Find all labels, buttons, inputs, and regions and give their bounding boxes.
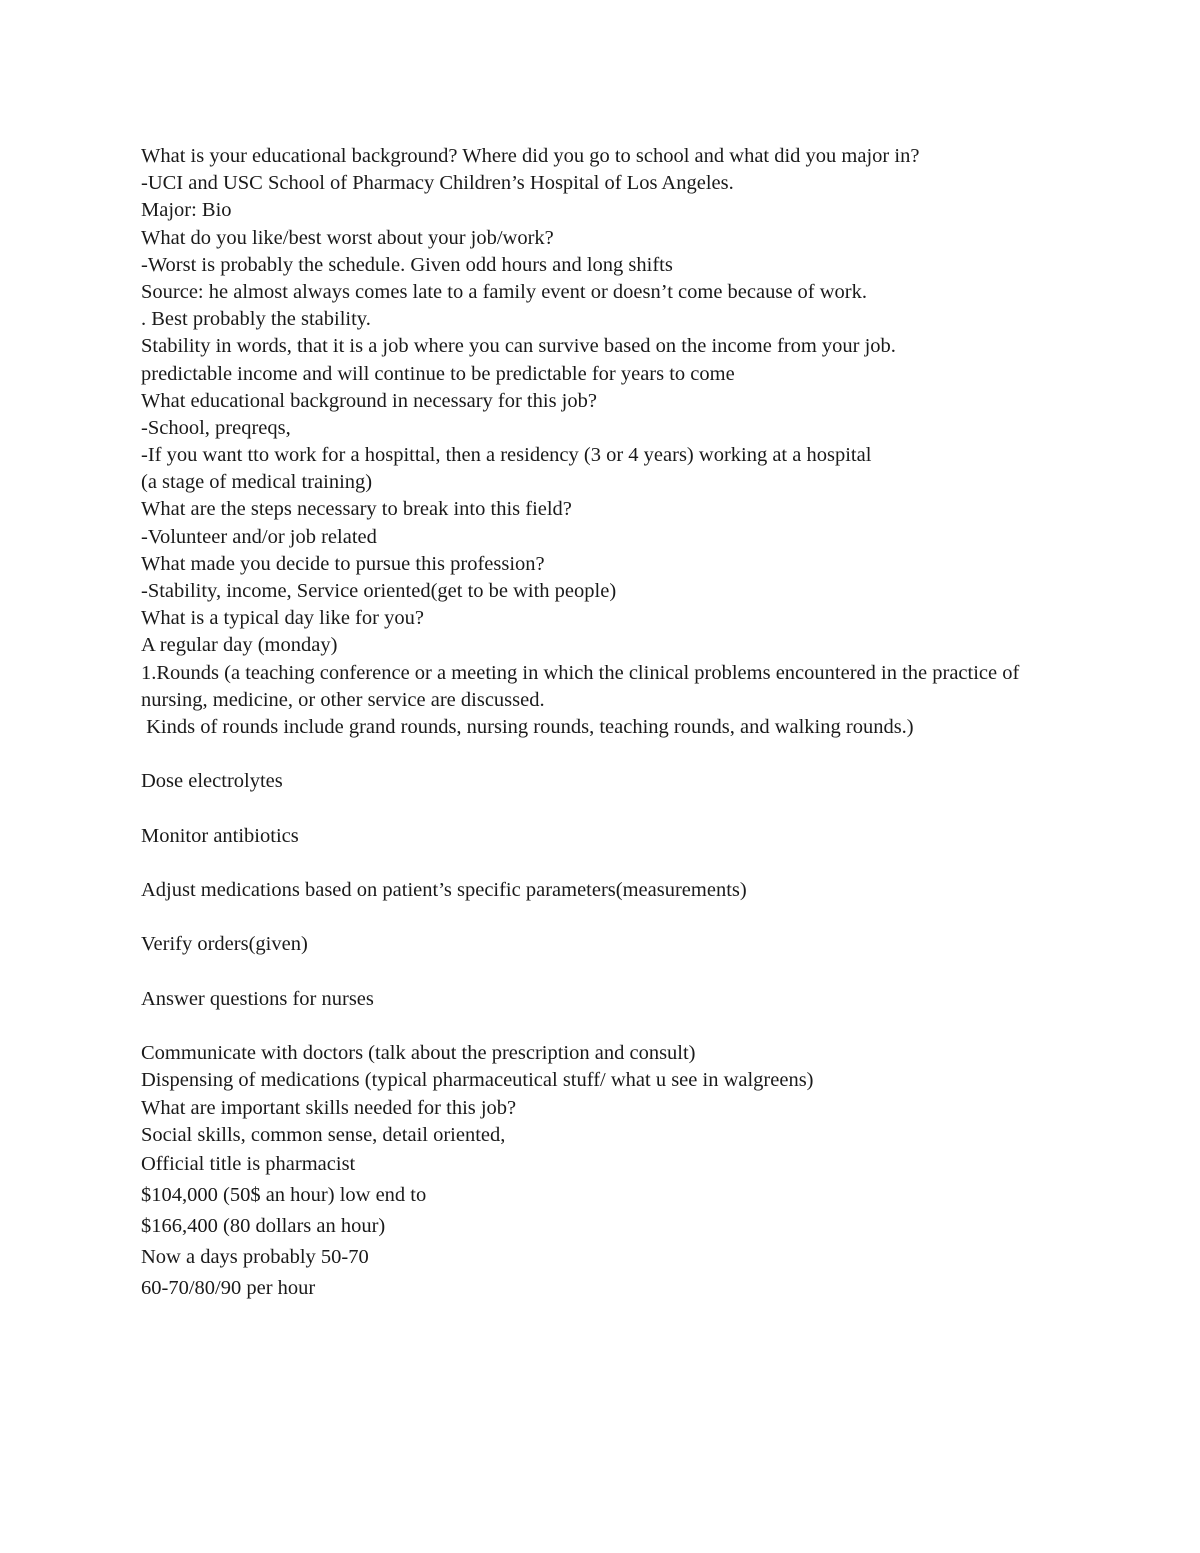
paragraph-gap <box>141 959 1171 986</box>
answer-skills: Social skills, common sense, detail oriented, <box>141 1123 506 1146</box>
salary-per-hour: 60-70/80/90 per hour <box>141 1276 316 1299</box>
task-answer-nurses: Answer questions for nurses <box>141 987 374 1010</box>
answer-official-title: Official title is pharmacist <box>141 1152 356 1175</box>
paragraph-gap <box>141 850 1171 877</box>
salary-nowadays: Now a days probably 50-70 <box>141 1245 369 1268</box>
question-like-dislike: What do you like/best worst about your job/work? <box>141 226 554 249</box>
answer-schools: -UCI and USC School of Pharmacy Children’s Hospital of Los Angeles. <box>141 172 734 195</box>
answer-reasons: -Stability, income, Service oriented(get to be with people) <box>141 580 617 602</box>
answer-stability: Stability in words, that it is a job where you can survive based on the income from your job. <box>141 335 896 358</box>
task-monitor-antibiotics: Monitor antibiotics <box>141 824 299 847</box>
task-communicate-doctors: Communicate with doctors (talk about the prescription and consult) <box>141 1042 696 1065</box>
task-dose-electrolytes: Dose electrolytes <box>141 770 283 793</box>
question-education-needed: What educational background in necessary for this job? <box>141 389 597 412</box>
task-verify-orders: Verify orders(given) <box>141 933 308 956</box>
paragraph-gap <box>141 796 1171 823</box>
answer-residency-note: (a stage of medical training) <box>141 471 373 494</box>
answer-rounds-kinds: Kinds of rounds include grand rounds, nursing rounds, teaching rounds, and walking rounds.) <box>141 715 914 738</box>
answer-rounds-continued: nursing, medicine, or other service are discussed. <box>141 688 545 711</box>
answer-regular-day: A regular day (monday) <box>141 634 338 657</box>
question-education: What is your educational background? Where did you go to school and what did you major in? <box>141 145 920 167</box>
question-typical-day: What is a typical day like for you? <box>141 607 424 630</box>
answer-rounds: 1.Rounds (a teaching conference or a meeting in which the clinical problems encountered in the practice of <box>141 661 1020 684</box>
answer-dispensing: Dispensing of medications (typical pharmaceutical stuff/ what u see in walgreens) <box>141 1069 814 1092</box>
document-body <box>141 143 1171 1304</box>
answer-source: Source: he almost always comes late to a family event or doesn’t come because of work. <box>141 280 867 303</box>
answer-residency: -If you want tto work for a hospittal, then a residency (3 or 4 years) working at a hospital <box>141 444 872 467</box>
question-decide: What made you decide to pursue this profession? <box>141 552 545 575</box>
answer-volunteer: -Volunteer and/or job related <box>141 525 377 548</box>
salary-low-end: $104,000 (50$ an hour) low end to <box>141 1183 427 1206</box>
salary-high-end: $166,400 (80 dollars an hour) <box>141 1214 386 1237</box>
question-steps: What are the steps necessary to break into this field? <box>141 498 572 521</box>
paragraph-gap <box>141 904 1171 931</box>
paragraph-gap <box>141 741 1171 768</box>
answer-major: Major: Bio <box>141 199 232 222</box>
paragraph-gap <box>141 1013 1171 1040</box>
answer-predictable: predictable income and will continue to be predictable for years to come <box>141 362 735 385</box>
answer-best: . Best probably the stability. <box>141 308 371 331</box>
task-adjust-medications: Adjust medications based on patient’s specific parameters(measurements) <box>141 879 747 902</box>
answer-school-prereqs: -School, preqreqs, <box>141 416 291 439</box>
answer-worst: -Worst is probably the schedule. Given odd hours and long shifts <box>141 253 673 276</box>
question-skills: What are important skills needed for this job? <box>141 1096 517 1119</box>
